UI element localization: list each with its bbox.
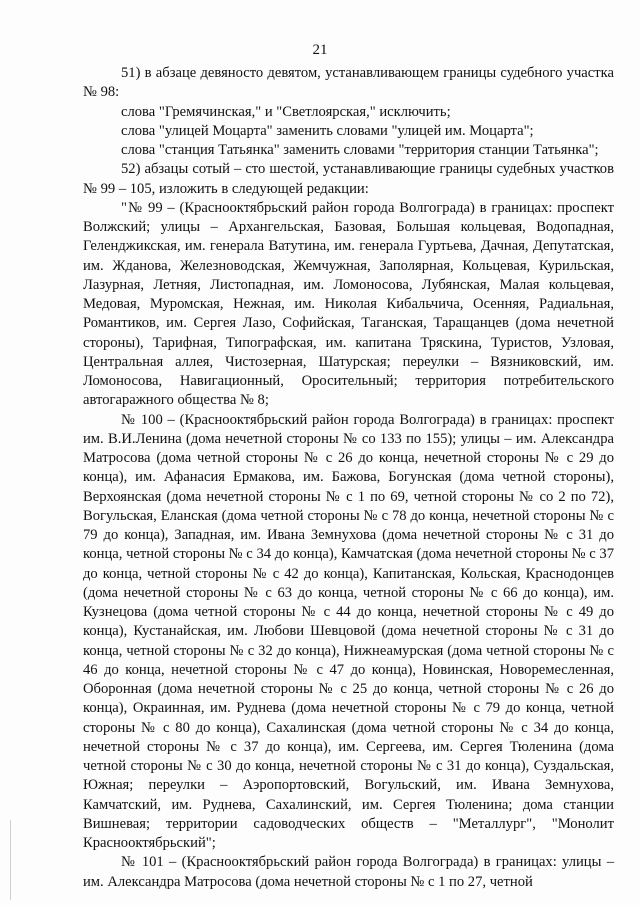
paragraph-exclude-words: слова "Гремячинская," и "Светлоярская," исключить; — [121, 103, 451, 120]
document-body — [83, 64, 614, 892]
paragraph-51: 51) в абзаце девяносто девятом, устанавливающем границы судебного участка № 98: — [83, 65, 614, 101]
paragraph-replace-tatyanka: слова "станция Татьянка" заменить словами "территория станции Татьянка"; — [121, 142, 599, 158]
page-number: 21 — [312, 42, 328, 58]
paragraph-52: 52) абзацы сотый – сто шестой, устанавливающие границы судебных участков № 99 – 105, изложить в следующей редакции: — [83, 161, 614, 197]
paragraph-replace-mozart: слова "улицей Моцарта" заменить словами "улицей им. Моцарта"; — [121, 122, 534, 139]
paragraph-district-99: "№ 99 – (Краснооктябрьский район города Волгограда) в границах: проспект Волжский; улицы – Архангельская, Базовая, Большая кольцевая, Водопадная, Геленджикская, им. генерала Ватутина, им. генерала Гуртьева, Дачная, Депутатская, им. Жданова, Железноводская, Жемчужная, Заполярная, Кольцевая, Курильская, Лазурная, Летняя, Листопадная, им. Ломоносова, Лубянская, Малая кольцевая, Медовая, Муромская, Нежная, им. Николая Кибальчича, Осенняя, Радиальная, Романтиков, им. Сергея Лазо, Софийская, Таганская, Таращанцев (дома нечетной стороны), Тарифная, Типографская, им. капитана Тряскина, Туристов, Узловая, Центральная аллея, Чистозерная, Шатурская; переулки – Вязниковский, им. Ломоносова, Навигационный, Оросительный; территория потребительского автогаражного общества № 8; — [83, 199, 614, 409]
paragraph-district-100: № 100 – (Краснооктябрьский район города Волгограда) в границах: проспект им. В.И.Ленина (дома нечетной стороны № со 133 по 155); улицы – им. Александра Матросова (дома четной стороны № с 26 до конца, нечетной стороны № с 29 до конца), им. Афанасия Ермакова, им. Бажова, Богунская (дома четной стороны), Верхоянская (дома нечетной стороны № с 1 по 69, четной стороны № со 2 по 72), Вогульская, Еланская (дома четной стороны № с 78 до конца, нечетной стороны № с 79 до конца), Западная, им. Ивана Земнухова (дома нечетной стороны № с 31 до конца, четной стороны № с 34 до конца), Камчатская (дома нечетной стороны № с 37 до конца, четной стороны № с 42 до конца), Капитанская, Кольская, Краснодонцев (дома нечетной стороны № с 63 до конца, четной стороны № с 66 до конца), им. Кузнецова (дома четной стороны № с 44 до конца, нечетной стороны № с 49 до конца), Кустанайская, им. Любови Шевцовой (дома нечетной стороны № с 31 до конца, четной стороны № с 32 до конца), Нижнеамурская (дома четной стороны № с 46 до конца, нечетной стороны № с 47 до конца), Новинская, Новоремесленная, Оборонная (дома нечетной стороны № с 25 до конца, четной стороны № с 26 до конца), Окраинная, им. Руднева (дома нечетной стороны № с 79 до конца, четной стороны № с 80 до конца), Сахалинская (дома четной стороны № с 34 до конца, нечетной стороны № с 37 до конца), им. Сергеева, им. Сергея Тюленина (дома четной стороны № с 30 до конца, нечетной стороны № с 31 до конца), Суздальская, Южная; переулки – Аэропортовский, Вогульский, им. Ивана Земнухова, Камчатский, им. Руднева, Сахалинский, им. Сергея Тюленина; дома станции Вишневая; территории садоводческих обществ – "Металлург", "Монолит Краснооктябрьский"; — [83, 411, 614, 851]
scan-edge-line — [10, 820, 11, 900]
paragraph-district-101: № 101 – (Краснооктябрьский район города Волгограда) в границах: улицы – им. Александра Матросова (дома нечетной стороны № с 1 по 27, четной — [83, 854, 614, 890]
